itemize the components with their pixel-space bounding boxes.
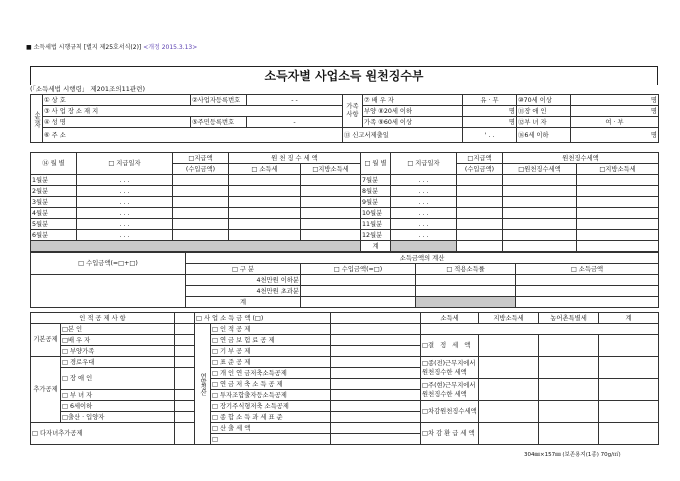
- bracket-label: 4천만원 이하분: [186, 275, 301, 286]
- disabled-field[interactable]: [175, 368, 195, 390]
- month-label: 3월분: [31, 197, 77, 208]
- dependents-deduction-label: □ 부양가족: [61, 346, 175, 357]
- under6-unit[interactable]: 명: [571, 128, 659, 143]
- tax-cell[interactable]: [599, 379, 659, 401]
- income-tax-cell[interactable]: [503, 197, 577, 208]
- deduction-amount[interactable]: [331, 379, 421, 390]
- calc-total-rate-shaded: [416, 297, 516, 308]
- pay-date-field[interactable]: . . .: [391, 219, 457, 230]
- spouse-deduction-label: □배 우 자: [61, 335, 175, 346]
- local-tax-cell[interactable]: [577, 197, 659, 208]
- female-deduction-label: □ 부 녀 자: [61, 390, 175, 401]
- pay-amount-cell[interactable]: [173, 208, 229, 219]
- tax-row-label: □종(전)근무지에서 원천징수한 세액: [421, 357, 479, 379]
- local-tax-cell[interactable]: [577, 208, 659, 219]
- deduction-item: □ 인 적 공 제: [211, 324, 331, 335]
- deduction-amount[interactable]: [331, 335, 421, 346]
- bracket-income-amt[interactable]: [301, 275, 416, 286]
- local-tax-cell[interactable]: [577, 186, 659, 197]
- pay-amount-cell[interactable]: [457, 175, 503, 186]
- local-tax-cell[interactable]: [301, 230, 361, 241]
- tax-cell[interactable]: [539, 357, 599, 379]
- total-income-amount-label: □ 수입금액(=□+□): [31, 253, 186, 275]
- pay-date-field[interactable]: . . .: [391, 208, 457, 219]
- form-reference: ■ 소득세법 시행규칙 [별지 제25호서식(2)]: [26, 44, 142, 51]
- pay-amount-header: □지급액: [173, 153, 229, 164]
- month-label: 8월분: [361, 186, 391, 197]
- deduction-item: □ 개 인 연 금저축소득공제: [211, 368, 331, 379]
- additional-deduction-label: 추가공제: [31, 357, 61, 423]
- tax-row-label: □차감원천징수세액: [421, 401, 479, 423]
- tax-cell[interactable]: [479, 423, 539, 445]
- deduction-item: □ 연 금 저 축 소 득 공 제: [211, 379, 331, 390]
- pay-amount-cell[interactable]: [173, 230, 229, 241]
- month-label: 2월분: [31, 186, 77, 197]
- income-tax-cell[interactable]: [229, 197, 301, 208]
- left-total-shaded: [31, 241, 361, 252]
- birth-field[interactable]: [175, 412, 195, 423]
- pay-date-field[interactable]: . . .: [77, 197, 173, 208]
- elderly-label: □ 경로우대: [61, 357, 175, 368]
- total-income-amount-field[interactable]: [31, 275, 186, 308]
- tax-header-local: 지방소득세: [479, 313, 539, 324]
- deduction-item: □ 표 준 공 제: [211, 357, 331, 368]
- reg-no-label: ②사업자등록번호: [191, 95, 247, 106]
- tax-cell[interactable]: [479, 379, 539, 401]
- dependents-over60-unit[interactable]: 명: [463, 117, 517, 128]
- report-date-label: ⑬ 신고서제출일: [343, 128, 463, 143]
- form-header: [26, 42, 197, 51]
- deduction-amount[interactable]: [331, 346, 421, 357]
- local-tax-header: □지방소득세: [301, 164, 361, 175]
- disabled-deduction-label: □ 장 애 인: [61, 368, 175, 390]
- blank-cell: [421, 324, 659, 335]
- calc-total-income-amt[interactable]: [301, 297, 416, 308]
- local-tax-cell[interactable]: [301, 186, 361, 197]
- income-calc-section-title: 소득금액의 계산: [186, 253, 659, 264]
- year-end-label: 연말정산: [195, 324, 211, 445]
- pay-date-field[interactable]: . . .: [391, 186, 457, 197]
- regulation-reference: (「소득세법 시행령」 제201조의11관련): [30, 85, 145, 93]
- calc-total-label: 계: [186, 297, 301, 308]
- tax-header-total: 계: [599, 313, 659, 324]
- deduction-item: □ 산 출 세 액: [211, 423, 331, 434]
- income-tax-cell[interactable]: [503, 230, 577, 241]
- month-column-header-right: □ 월 별: [361, 153, 391, 175]
- paper-spec: 304㎜×157㎜ (보존용지(1종) 70g/㎡): [524, 452, 621, 458]
- under6-deduction-label: □ 6세이하: [61, 401, 175, 412]
- female-head-label: ⑫부 녀 자: [517, 117, 571, 128]
- tax-cell[interactable]: [539, 335, 599, 357]
- local-tax-cell[interactable]: [301, 219, 361, 230]
- month-label: 7월분: [361, 175, 391, 186]
- name-label: ④ 성 명: [43, 117, 191, 128]
- income-tax-cell[interactable]: [229, 175, 301, 186]
- withholding-header-right: 원천징수세액: [503, 153, 659, 164]
- pay-date-field[interactable]: . . .: [77, 186, 173, 197]
- tax-cell[interactable]: [479, 401, 539, 423]
- tax-cell[interactable]: [539, 423, 599, 445]
- tax-cell[interactable]: [539, 379, 599, 401]
- bracket-income[interactable]: [516, 286, 659, 297]
- bracket-income[interactable]: [516, 275, 659, 286]
- pay-amount-cell[interactable]: [173, 197, 229, 208]
- dependents-under20-label: 부양 ⑧20세 이하: [363, 106, 463, 117]
- month-label: 4월분: [31, 208, 77, 219]
- pay-date-field[interactable]: . . .: [391, 197, 457, 208]
- tax-cell[interactable]: [539, 401, 599, 423]
- total-pay-amount[interactable]: [457, 241, 503, 252]
- spouse-field[interactable]: [175, 335, 195, 346]
- spouse-label: ⑦ 배 우 자: [363, 95, 463, 106]
- income-tax-cell[interactable]: [503, 208, 577, 219]
- income-calculation-table: [30, 252, 659, 308]
- self-label: □본 인: [61, 324, 175, 335]
- total-local-tax[interactable]: [577, 241, 659, 252]
- deduction-item: □ 연 금 보 험 료 공 제: [211, 335, 331, 346]
- income-earner-label: 소득자: [31, 95, 43, 143]
- business-income-label: □ 사 업 소 득 금 액 (□): [195, 313, 331, 324]
- tax-cell[interactable]: [599, 423, 659, 445]
- deduction-item: □ 기 부 공 제: [211, 346, 331, 357]
- multichild-field[interactable]: [175, 423, 195, 445]
- month-label: 1월분: [31, 175, 77, 186]
- workplace-label: ③ 사 업 장 소 재 지: [43, 106, 343, 117]
- tax-row-label: □차 감 환 급 세 액: [421, 423, 479, 445]
- income-tax-cell[interactable]: [229, 219, 301, 230]
- income-header: □ 소득금액: [516, 264, 659, 275]
- tax-row-label: □결 정 세 액: [421, 335, 479, 357]
- pay-amount-header-right: □지급액: [457, 153, 503, 164]
- tax-cell[interactable]: [479, 335, 539, 357]
- income-tax-cell[interactable]: [503, 175, 577, 186]
- rate-header: □ 적용소득률: [416, 264, 516, 275]
- basic-deduction-label: 기본공제: [31, 324, 61, 357]
- page-title: 소득자별 사업소득 원천징수부: [30, 66, 658, 85]
- income-tax-cell[interactable]: [503, 219, 577, 230]
- tax-cell[interactable]: [599, 401, 659, 423]
- income-tax-header: □ 소득세: [229, 164, 301, 175]
- local-tax-header-right: □지방소득세: [577, 164, 659, 175]
- pay-amount-cell[interactable]: [457, 230, 503, 241]
- income-tax-header-right: □원천징수세액: [503, 164, 577, 175]
- bracket-income-amt[interactable]: [301, 286, 416, 297]
- tax-header-income: 소득세: [421, 313, 479, 324]
- over70-unit[interactable]: 명: [571, 95, 659, 106]
- pay-date-field[interactable]: . . .: [391, 175, 457, 186]
- income-tax-cell[interactable]: [229, 186, 301, 197]
- tax-header-rural: 농어촌특별세: [539, 313, 599, 324]
- spouse-option[interactable]: 유 · 무: [463, 95, 517, 106]
- pay-amount-cell[interactable]: [457, 208, 503, 219]
- local-tax-cell[interactable]: [577, 219, 659, 230]
- income-tax-cell[interactable]: [503, 186, 577, 197]
- blank-cell: [175, 313, 195, 324]
- local-tax-cell[interactable]: [301, 197, 361, 208]
- pay-date-field[interactable]: . . .: [77, 175, 173, 186]
- disabled-unit[interactable]: 명: [571, 106, 659, 117]
- deduction-amount[interactable]: [331, 412, 421, 423]
- birth-deduction-label: □출산 · 입양자: [61, 412, 175, 423]
- month-label: 5월분: [31, 219, 77, 230]
- pay-date-field[interactable]: . . .: [77, 208, 173, 219]
- bracket-rate[interactable]: [416, 275, 516, 286]
- pay-date-header-right: □ 지급일자: [391, 153, 457, 175]
- revision-date: <개정 2015.3.13>: [143, 44, 198, 51]
- month-label: 11월분: [361, 219, 391, 230]
- month-label: 6월분: [31, 230, 77, 241]
- deduction-amount[interactable]: [331, 390, 421, 401]
- pay-amount-cell[interactable]: [173, 219, 229, 230]
- local-tax-cell[interactable]: [301, 208, 361, 219]
- tax-cell[interactable]: [599, 357, 659, 379]
- dependents-field[interactable]: [175, 346, 195, 357]
- month-label: 12월분: [361, 230, 391, 241]
- pay-date-header: □ 지급일자: [77, 153, 173, 175]
- deduction-amount[interactable]: [331, 357, 421, 368]
- pay-date-field[interactable]: . . .: [391, 230, 457, 241]
- dependents-over60-label: 가족 ⑨60세 이상: [363, 117, 463, 128]
- pay-amount-cell[interactable]: [457, 186, 503, 197]
- deduction-amount[interactable]: [331, 434, 421, 445]
- over70-label: ⑩70세 이상: [517, 95, 571, 106]
- tax-cell[interactable]: [599, 335, 659, 357]
- deduction-item: □: [211, 434, 331, 445]
- elderly-field[interactable]: [175, 357, 195, 368]
- month-label: 10월분: [361, 208, 391, 219]
- income-tax-cell[interactable]: [229, 208, 301, 219]
- deduction-amount[interactable]: [331, 423, 421, 434]
- income-amount-subheader: (수입금액): [173, 164, 229, 175]
- calc-total-income[interactable]: [516, 297, 659, 308]
- local-tax-cell[interactable]: [301, 175, 361, 186]
- dependents-under20-unit[interactable]: 명: [463, 106, 517, 117]
- female-head-option[interactable]: 여 · 부: [571, 117, 659, 128]
- total-income-tax[interactable]: [503, 241, 577, 252]
- family-label: 가족사항: [343, 95, 363, 128]
- total-label: 계: [361, 241, 391, 252]
- income-amount-subheader-right: (수입금액): [457, 164, 503, 175]
- division-header: □ 구 분: [186, 264, 301, 275]
- report-date-field[interactable]: ' . .: [463, 128, 517, 143]
- multichild-deduction-label: □ 다자녀추가공제: [31, 423, 175, 445]
- monthly-withholding-table: [30, 152, 659, 252]
- year-end-settlement-table: [30, 312, 659, 445]
- income-earner-info-table: [30, 94, 659, 143]
- income-tax-cell[interactable]: [229, 230, 301, 241]
- bracket-rate[interactable]: [416, 286, 516, 297]
- deduction-item: □ 장기주식형저축 소득공제: [211, 401, 331, 412]
- female-field[interactable]: [175, 390, 195, 401]
- tax-row-label: □주(현)근무지에서 원천징수한 세액: [421, 379, 479, 401]
- pay-amount-cell[interactable]: [173, 186, 229, 197]
- local-tax-cell[interactable]: [577, 230, 659, 241]
- resident-no-field[interactable]: -: [247, 117, 343, 128]
- pay-date-field[interactable]: . . .: [77, 230, 173, 241]
- self-field[interactable]: [175, 324, 195, 335]
- bracket-label: 4천만원 초과분: [186, 286, 301, 297]
- under6-label: ⑯6세 이하: [517, 128, 571, 143]
- deduction-item: □ 투자조합출자등소득공제: [211, 390, 331, 401]
- address-label: ⑥ 주 소: [43, 128, 343, 143]
- personal-deduction-header: 인 적 공 제 사 항: [31, 313, 175, 324]
- deduction-item: □ 종 합 소 득 과 세 표 준: [211, 412, 331, 423]
- deduction-amount[interactable]: [331, 401, 421, 412]
- deduction-amount[interactable]: [331, 324, 421, 335]
- under6-field[interactable]: [175, 401, 195, 412]
- tax-cell[interactable]: [479, 357, 539, 379]
- total-date-shaded: [391, 241, 457, 252]
- local-tax-cell[interactable]: [577, 175, 659, 186]
- disabled-label: ⑪장 애 인: [517, 106, 571, 117]
- month-label: 9월분: [361, 197, 391, 208]
- resident-no-label: ⑤주민등록번호: [191, 117, 247, 128]
- business-name-label: ① 상 호: [43, 95, 191, 106]
- pay-amount-cell[interactable]: [457, 219, 503, 230]
- pay-amount-cell[interactable]: [173, 175, 229, 186]
- deduction-amount[interactable]: [331, 368, 421, 379]
- pay-date-field[interactable]: . . .: [77, 219, 173, 230]
- month-column-header: ⑭ 월 별: [31, 153, 77, 175]
- blank-cell: [331, 313, 421, 324]
- income-amt-header: □ 수입금액(=□): [301, 264, 416, 275]
- withholding-header: 원 천 징 수 세 액: [229, 153, 361, 164]
- pay-amount-cell[interactable]: [457, 197, 503, 208]
- reg-no-field[interactable]: - -: [247, 95, 343, 106]
